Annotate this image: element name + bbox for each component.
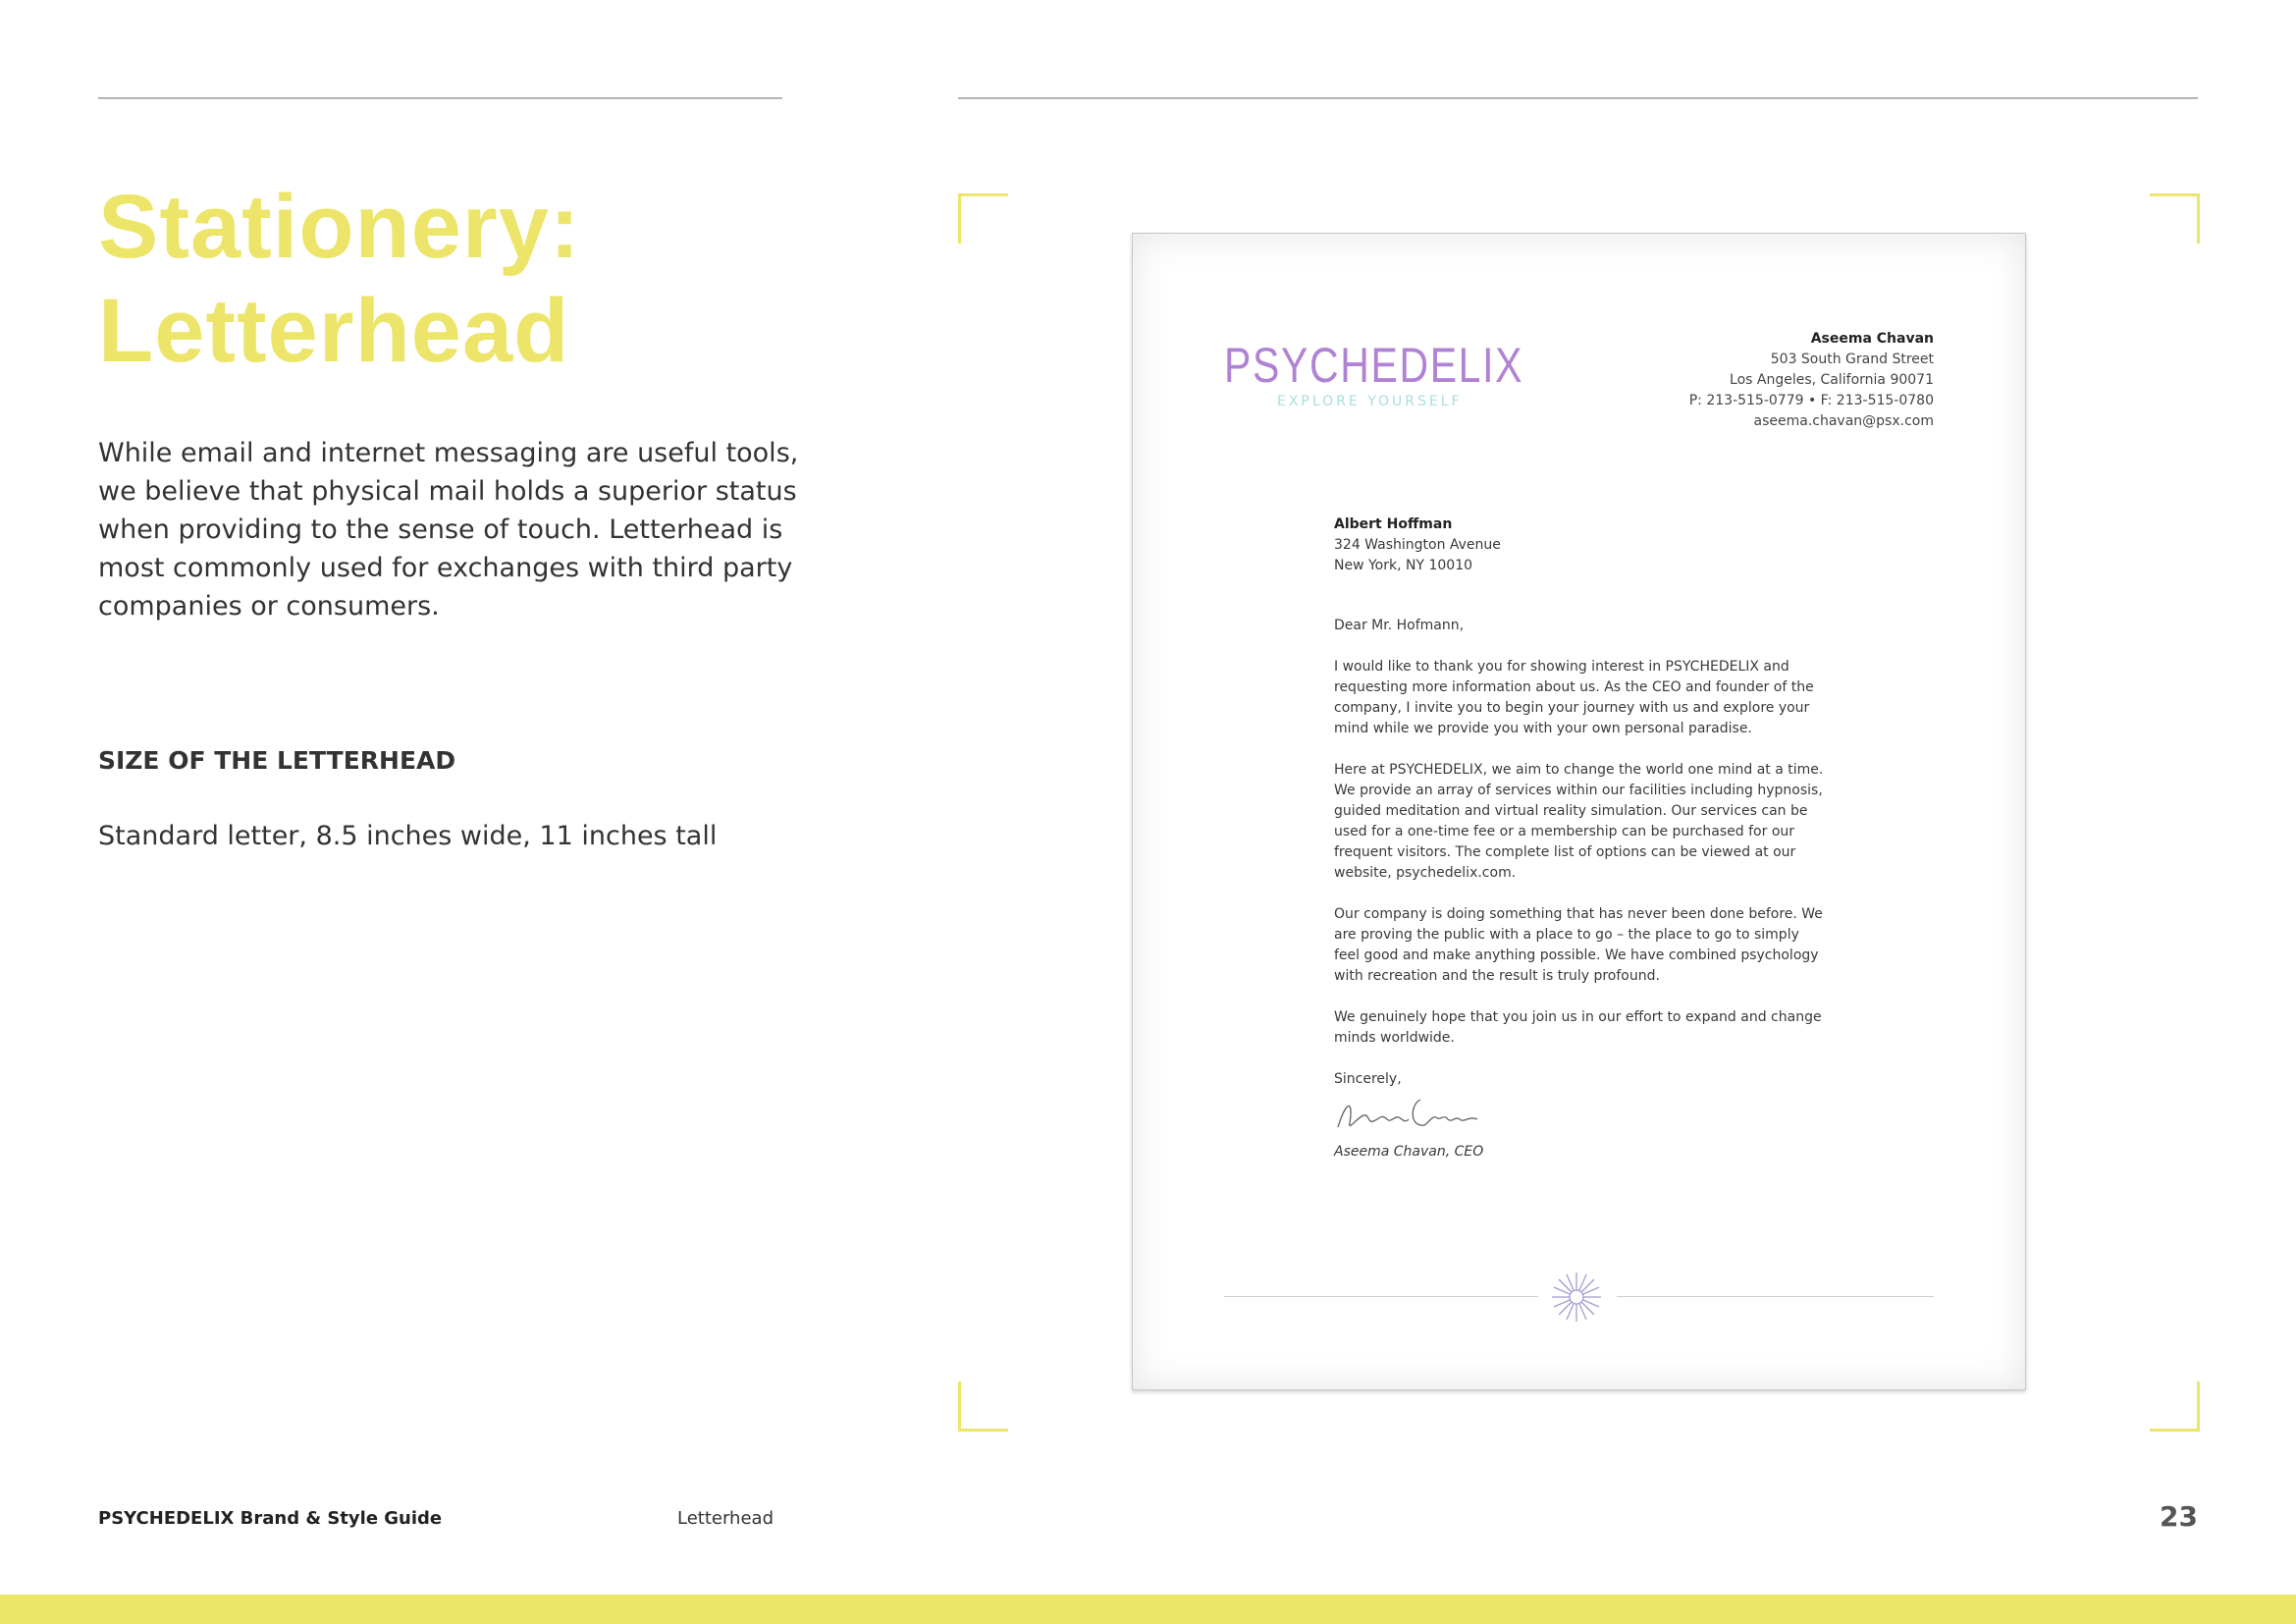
- sender-phone-fax: P: 213-515-0779 • F: 213-515-0780: [1688, 393, 1934, 408]
- salutation: Dear Mr. Hofmann,: [1334, 618, 1465, 633]
- logo-tagline: EXPLORE YOURSELF: [1277, 394, 1463, 409]
- title-line-1: Stationery:: [98, 177, 581, 277]
- page-title: [98, 175, 581, 383]
- logo-wordmark: PSYCHEDELIX: [1224, 338, 1524, 393]
- intro-paragraph: While email and internet messaging are useful tools, we believe that physical mail holds a superior status when providing to the sense of touch. Letterhead is most commonly used for exchanges with third party companies or consumers.: [98, 438, 799, 622]
- sheet-footer-rule-left: [1224, 1296, 1538, 1297]
- sheet-footer-rule-right: [1617, 1296, 1934, 1297]
- letter-paragraph: Our company is doing something that has never been done before. We are proving the public with a place to go – the place to go to simply feel good and make anything possible. We have combined psychology with recreation and the result is truly profound.: [1334, 906, 1823, 984]
- letterhead-sheet: [1132, 233, 2026, 1390]
- footer-section: Letterhead: [677, 1508, 774, 1529]
- size-heading: SIZE OF THE LETTERHEAD: [98, 746, 456, 775]
- top-rule-left: [98, 97, 782, 99]
- sender-email: aseema.chavan@psx.com: [1753, 413, 1934, 429]
- letter-body: [1334, 514, 1825, 1183]
- page-number: 23: [2160, 1500, 2198, 1533]
- size-description: Standard letter, 8.5 inches wide, 11 inches tall: [98, 821, 718, 851]
- crop-corner-bottom-left: [958, 1381, 1008, 1432]
- crop-corner-bottom-right: [2150, 1381, 2200, 1432]
- recipient-street: 324 Washington Avenue: [1334, 537, 1501, 553]
- crop-corner-top-right: [2150, 193, 2200, 244]
- letter-paragraph: I would like to thank you for showing interest in PSYCHEDELIX and requesting more information about us. As the CEO and founder of the company, I invite you to begin your journey with us and explore your mind while we provide you with your own personal paradise.: [1334, 659, 1814, 736]
- signature-image: [1334, 1094, 1481, 1135]
- starburst-icon: [1550, 1271, 1603, 1324]
- recipient-name: Albert Hoffman: [1334, 516, 1453, 532]
- sender-block: [1689, 329, 1934, 432]
- sender-city: Los Angeles, California 90071: [1730, 372, 1934, 388]
- recipient-block: [1334, 514, 1825, 576]
- signer-name: Aseema Chavan, CEO: [1334, 1144, 1484, 1160]
- closing: Sincerely,: [1334, 1071, 1402, 1087]
- sender-street: 503 South Grand Street: [1770, 352, 1934, 367]
- footer-guide-title: PSYCHEDELIX Brand & Style Guide: [98, 1508, 443, 1529]
- bottom-accent-band: [0, 1595, 2296, 1624]
- title-line-2: Letterhead: [98, 281, 570, 381]
- letter-paragraph: We genuinely hope that you join us in our effort to expand and change minds worldwide.: [1334, 1009, 1822, 1046]
- crop-corner-top-left: [958, 193, 1008, 244]
- top-rule-right: [958, 97, 2198, 99]
- letter-paragraph: Here at PSYCHEDELIX, we aim to change the world one mind at a time. We provide an array of services within our facilities including hypnosis, guided meditation and virtual reality simulation. Our services can be used for a one-time fee or a membership can be purchased for our frequent visitors. The complete list of options can be viewed at our website, psychedelix.com.: [1334, 762, 1824, 881]
- recipient-city: New York, NY 10010: [1334, 558, 1473, 573]
- sender-name: Aseema Chavan: [1810, 331, 1934, 347]
